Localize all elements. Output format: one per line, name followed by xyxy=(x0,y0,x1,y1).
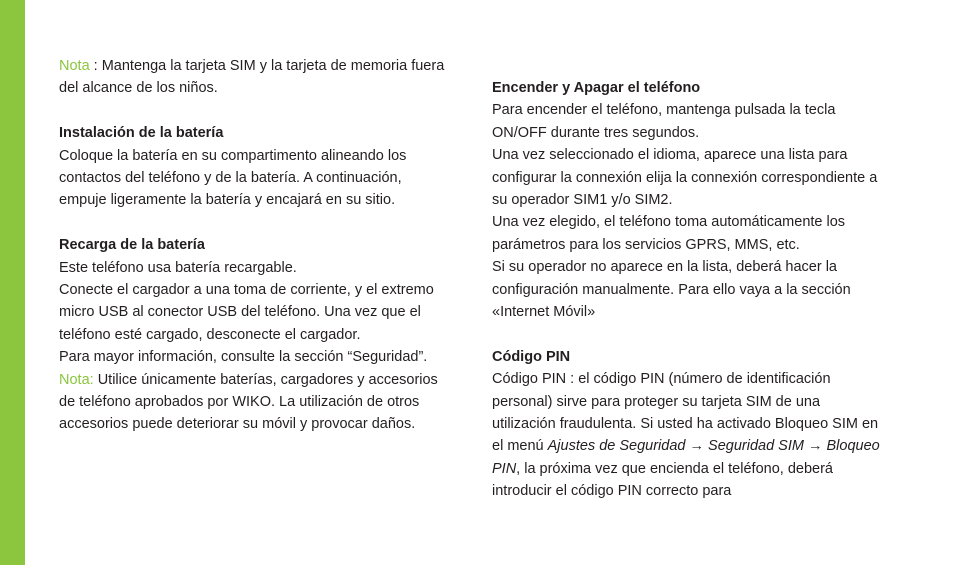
note-label: Nota xyxy=(59,58,90,74)
note-paragraph xyxy=(59,55,453,100)
battery-charge-heading: Recarga de la batería xyxy=(59,237,205,254)
battery-install-text: Coloque la batería en su compartimento alineando los contactos del teléfono y de la batería. A continuación, empuje ligeramente la batería y encajará en su sitio. xyxy=(59,147,407,209)
battery-install-heading: Instalación de la batería xyxy=(59,125,224,142)
note-text: : Mantenga la tarjeta SIM y la tarjeta de memoria fuera del alcance de los niños. xyxy=(59,58,445,97)
pin-heading: Código PIN xyxy=(492,348,571,365)
power-text-4: Si su operador no aparece en la lista, deberá hacer la configuración manualmente. Para ello vaya a la sección «Internet Móvil» xyxy=(492,259,851,321)
pin-text-2: , la próxima vez que encienda el teléfono, deberá introducir el código PIN correcto para xyxy=(492,460,833,500)
pin-label: Código PIN : xyxy=(492,371,575,388)
warning-label: Nota: xyxy=(59,371,94,388)
right-column xyxy=(492,77,886,503)
pin-paragraph xyxy=(492,368,886,502)
power-text-1: Para encender el teléfono, mantenga pulsada la tecla ON/OFF durante tres segundos. xyxy=(492,102,836,141)
warning-text: Utilice únicamente baterías, cargadores y accesorios de teléfono aprobados por WIKO. La utilización de otros accesorios puede deteriorar su móvil y provocar daños. xyxy=(59,371,438,433)
pin-text-1: el código PIN (número de identificación personal) sirve para proteger su tarjeta SIM de una utilización fraudulenta. Si usted ha activado Bloqueo SIM en el menú xyxy=(492,371,879,455)
warning-paragraph xyxy=(59,369,453,436)
battery-charge-text-1: Este teléfono usa batería recargable. xyxy=(59,259,297,276)
pin-menu-path: Ajustes de Seguridad → Seguridad SIM → Bloqueo PIN xyxy=(492,438,880,477)
power-text-3: Una vez elegido, el teléfono toma automáticamente los parámetros para los servicios GPRS, MMS, etc. xyxy=(492,214,846,253)
battery-charge-text-3: Para mayor información, consulte la sección “Seguridad”. xyxy=(59,349,428,366)
power-text-2: Una vez seleccionado el idioma, aparece una lista para configurar la connexión elija la connexión correspondiente a su operador SIM1 y/o SIM2. xyxy=(492,147,878,209)
left-column xyxy=(59,55,453,436)
battery-charge-text-2: Conecte el cargador a una toma de corriente, y el extremo micro USB al conector USB del teléfono. Una vez que el teléfono esté cargado, desconecte el cargador. xyxy=(59,282,434,343)
power-heading: Encender y Apagar el teléfono xyxy=(492,80,701,96)
green-side-bar xyxy=(0,0,25,565)
